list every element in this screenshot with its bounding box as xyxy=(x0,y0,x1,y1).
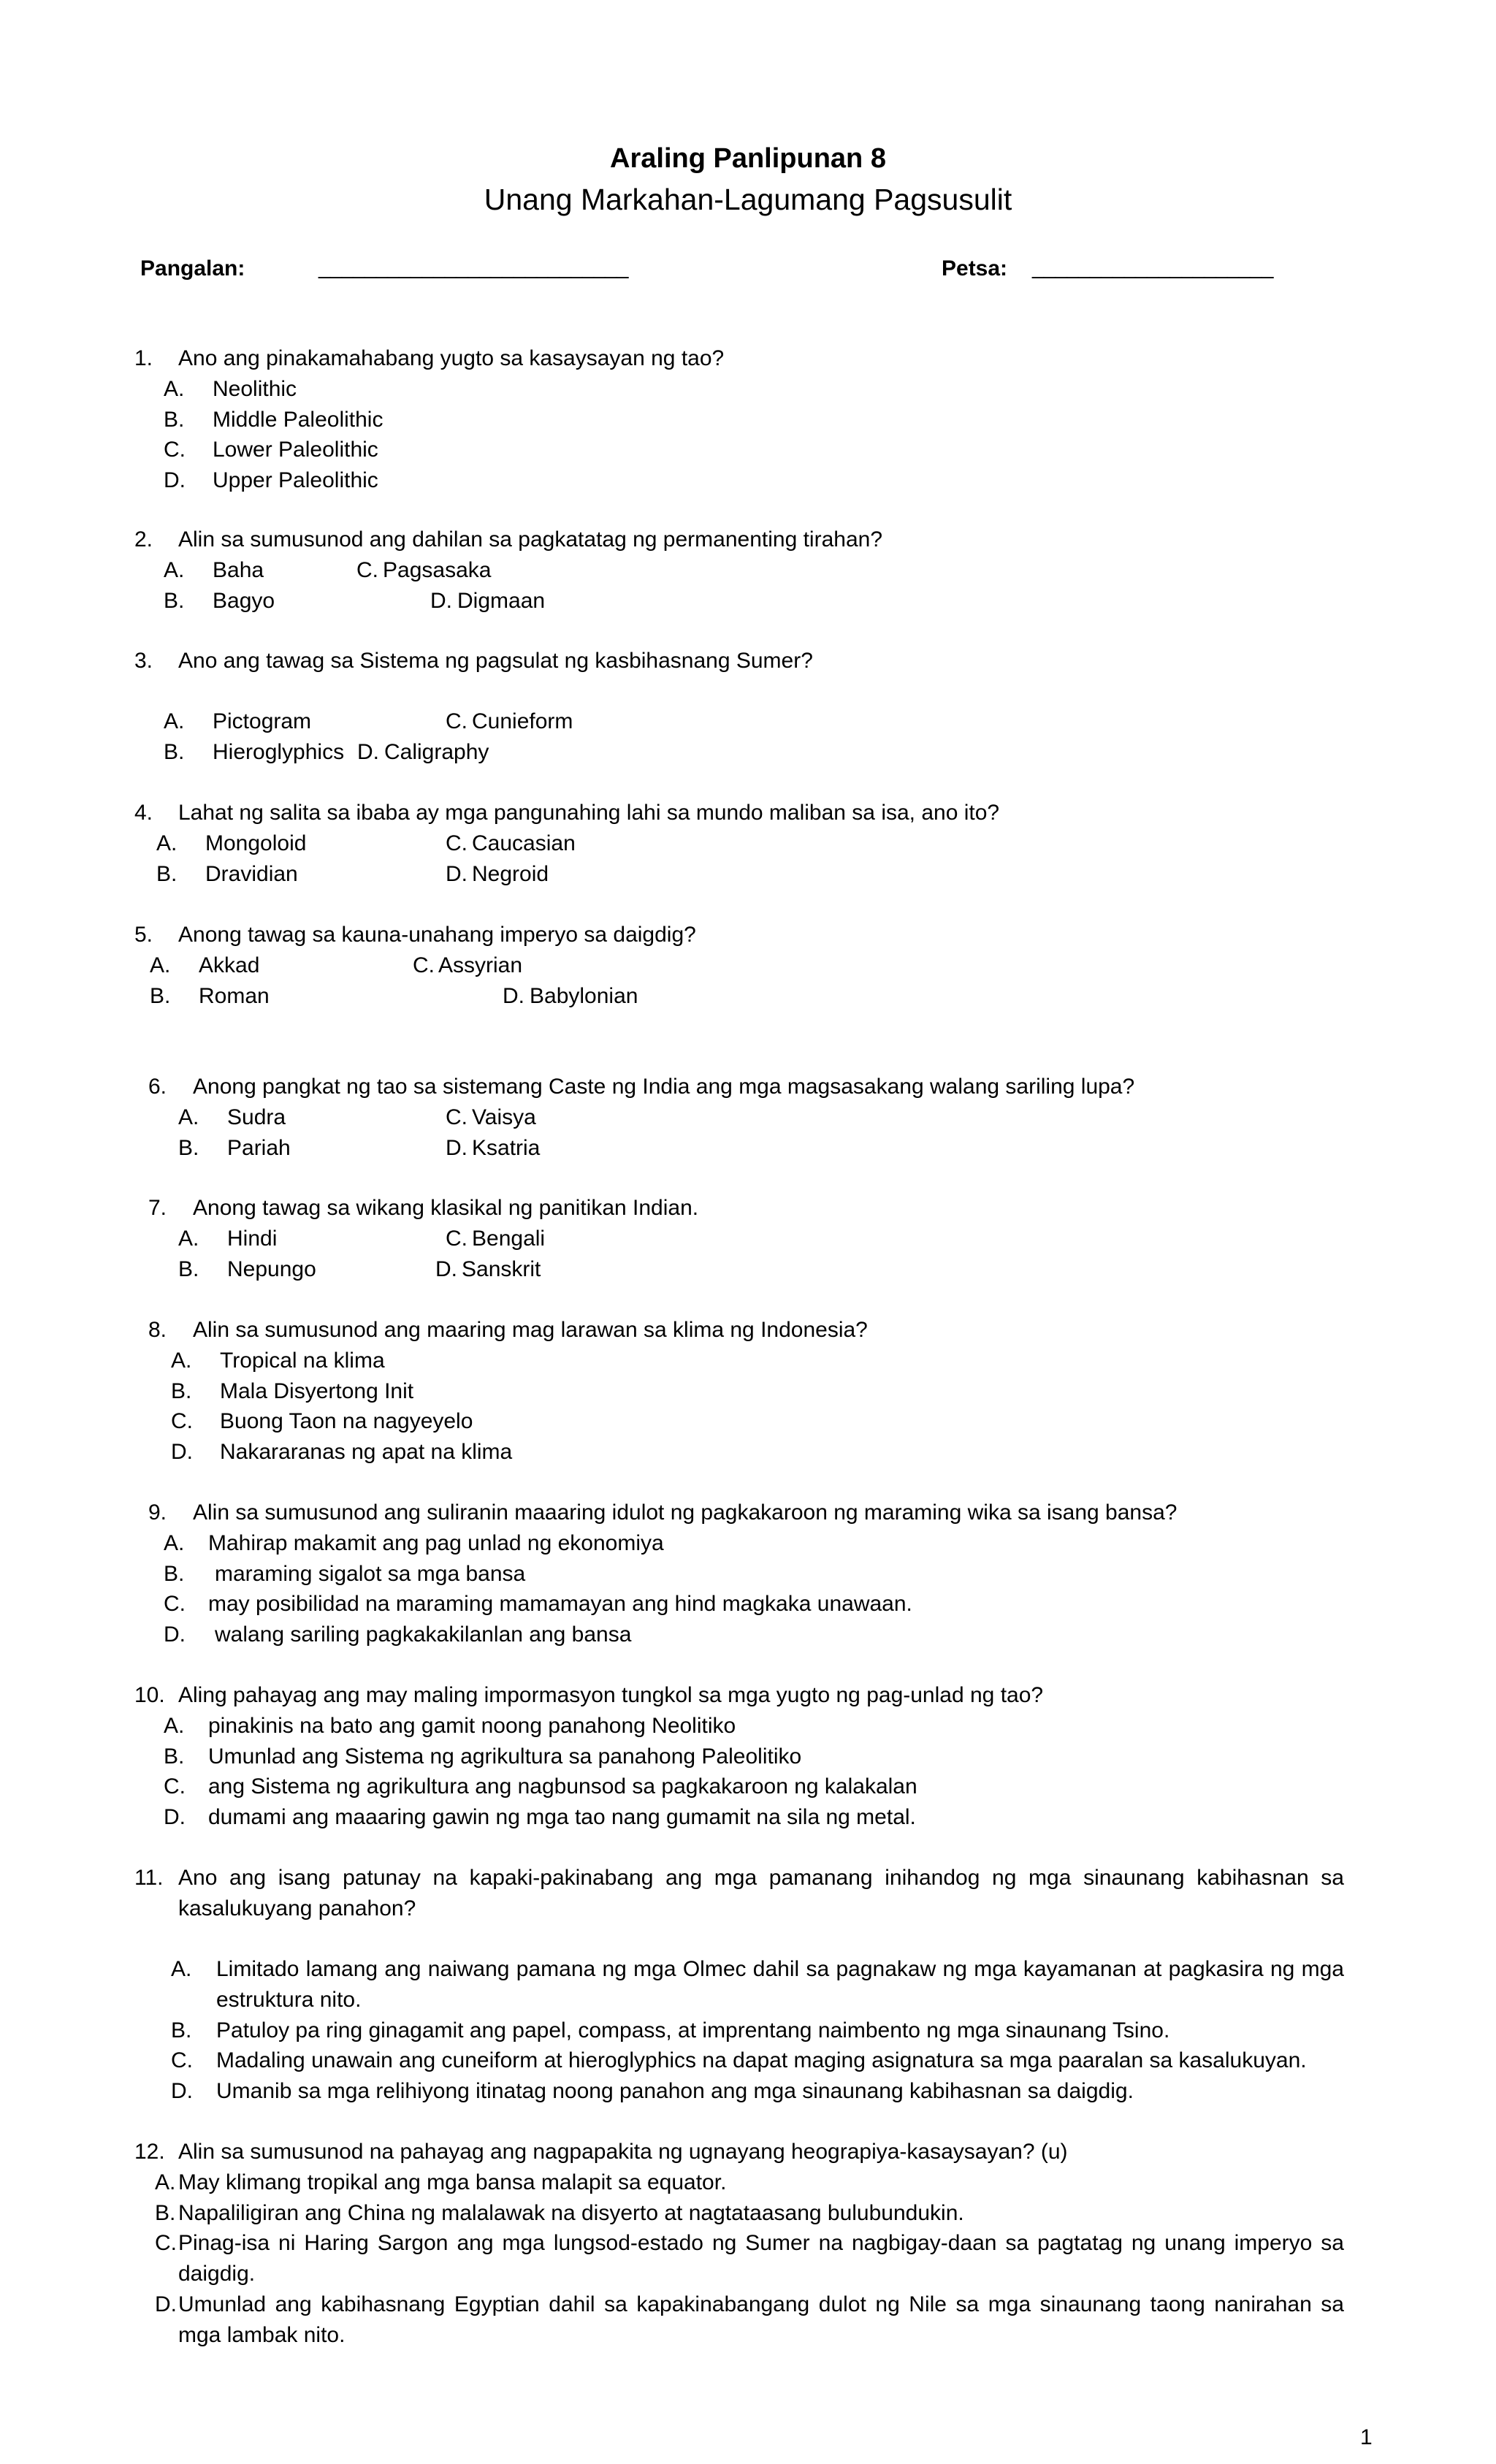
choice-text: Ksatria xyxy=(472,1136,541,1160)
name-field-line: ___________________________ xyxy=(318,255,628,279)
question-number: 9. xyxy=(148,1500,167,1525)
choice-text: dumami ang maaaring gawin ng mga tao nang gumamit na sila ng metal. xyxy=(208,1805,916,1829)
choice-letter: A. xyxy=(164,558,185,582)
choice-text: Assyrian xyxy=(438,953,523,977)
choice-letter: A. xyxy=(164,377,185,401)
choice-text: Caucasian xyxy=(472,831,576,855)
choice-letter: D. xyxy=(446,862,468,886)
choice-letter: C. xyxy=(446,1227,468,1251)
choice-letter: A. xyxy=(171,1957,192,1981)
choice-letter: B. xyxy=(155,2201,176,2225)
choice-letter: D. xyxy=(430,589,452,613)
page-title: Araling Panlipunan 8 xyxy=(610,143,886,174)
choice-text: Mala Disyertong Init xyxy=(220,1379,414,1403)
choice-text: Hieroglyphics xyxy=(213,740,345,764)
choice-letter: B. xyxy=(178,1257,199,1281)
question-text: Alin sa sumusunod ang suliranin maaaring idulot ng pagkakaroon ng maraming wika sa isang bansa? xyxy=(193,1500,1178,1525)
choice-text: Middle Paleolithic xyxy=(213,408,383,432)
choice-letter: C. xyxy=(446,709,468,733)
choice-text: Vaisya xyxy=(472,1105,536,1129)
choice-letter: B. xyxy=(150,984,171,1008)
choice-letter: C. xyxy=(413,953,435,977)
choice-text: Napaliligiran ang China ng malalawak na disyerto at nagtataasang bulubundukin. xyxy=(178,2201,964,2225)
choice-letter: C. xyxy=(446,1105,468,1129)
question-number: 3. xyxy=(134,649,153,673)
choice-letter: C. xyxy=(446,831,468,855)
choice-letter: A. xyxy=(164,1531,185,1555)
page-number: 1 xyxy=(1360,2425,1373,2449)
choice-letter: B. xyxy=(178,1136,199,1160)
choice-letter: B. xyxy=(164,740,185,764)
choice-text: Nakararanas ng apat na klima xyxy=(220,1440,513,1464)
choice-letter: D. xyxy=(446,1136,468,1160)
choice-text: Upper Paleolithic xyxy=(213,468,378,492)
question-text: Alin sa sumusunod ang dahilan sa pagkatatag ng permanenting tirahan? xyxy=(178,527,883,552)
choice-text: Buong Taon na nagyeyelo xyxy=(220,1409,473,1433)
date-label: Petsa: xyxy=(942,256,1008,281)
choice-text: May klimang tropikal ang mga bansa malapit sa equator. xyxy=(178,2170,727,2194)
choice-text: pinakinis na bato ang gamit noong panahong Neolitiko xyxy=(208,1714,736,1738)
choice-text: Pagsasaka xyxy=(383,558,492,582)
question-text: Aling pahayag ang may maling impormasyon tungkol sa mga yugto ng pag-unlad ng tao? xyxy=(178,1683,1044,1707)
choice-text: Lower Paleolithic xyxy=(213,438,378,462)
question-text: Ano ang pinakamahabang yugto sa kasaysayan ng tao? xyxy=(178,346,725,370)
choice-letter: C. xyxy=(155,2231,177,2255)
choice-text: Tropical na klima xyxy=(220,1349,385,1373)
choice-text: Negroid xyxy=(472,862,549,886)
choice-text: Pariah xyxy=(227,1136,291,1160)
choice-letter: C. xyxy=(164,1774,186,1799)
choice-text: ang Sistema ng agrikultura ang nagbunsod sa pagkakaroon ng kalakalan xyxy=(208,1774,917,1799)
choice-letter: A. xyxy=(171,1349,192,1373)
question-number: 4. xyxy=(134,801,153,825)
question-text: Anong pangkat ng tao sa sistemang Caste ng India ang mga magsasakang walang sariling lupa? xyxy=(193,1075,1135,1099)
choice-text: Baha xyxy=(213,558,264,582)
question-text: Anong tawag sa kauna-unahang imperyo sa daigdig? xyxy=(178,923,696,947)
choice-letter: C. xyxy=(164,1592,186,1616)
choice-text: Neolithic xyxy=(213,377,297,401)
choice-letter: D. xyxy=(164,1622,186,1647)
choice-letter: D. xyxy=(171,2079,193,2103)
question-number: 8. xyxy=(148,1318,167,1342)
choice-letter: B. xyxy=(171,1379,192,1403)
choice-text: Nepungo xyxy=(227,1257,316,1281)
choice-letter: A. xyxy=(178,1227,199,1251)
choice-letter: B. xyxy=(164,1744,185,1769)
question-text: Alin sa sumusunod na pahayag ang nagpapakita ng ugnayang heograpiya-kasaysayan? (u) xyxy=(178,2140,1068,2164)
choice-text: Pictogram xyxy=(213,709,312,733)
question-number: 1. xyxy=(134,346,153,370)
choice-text: Dravidian xyxy=(205,862,298,886)
choice-letter: B. xyxy=(164,1562,185,1586)
choice-text: Umunlad ang kabihasnang Egyptian dahil sa kapakinabangang dulot ng Nile sa mga sinaunang taong nanirahan sa mga lambak nito. xyxy=(178,2292,1344,2347)
choice-text: Hindi xyxy=(227,1227,278,1251)
choice-text: Sudra xyxy=(227,1105,286,1129)
choice-letter: B. xyxy=(164,589,185,613)
choice-letter: D. xyxy=(357,740,379,764)
choice-letter: C. xyxy=(164,438,186,462)
question-text: Anong tawag sa wikang klasikal ng panitikan Indian. xyxy=(193,1196,699,1220)
choice-text: Caligraphy xyxy=(384,740,489,764)
choice-text: Umanib sa mga relihiyong itinatag noong panahon ang mga sinaunang kabihasnan sa daigdig. xyxy=(216,2079,1134,2103)
choice-text: may posibilidad na maraming mamamayan ang hind magkaka unawaan. xyxy=(208,1592,912,1616)
choice-letter: C. xyxy=(171,2048,193,2072)
choice-letter: D. xyxy=(164,1805,186,1829)
choice-text: Patuloy pa ring ginagamit ang papel, compass, at imprentang naimbento ng mga sinaunang Tsino. xyxy=(216,2018,1170,2042)
choice-text: Akkad xyxy=(199,953,260,977)
question-text: Ano ang isang patunay na kapaki-pakinabang ang mga pamanang inihandog ng mga sinaunang kabihasnan sa kasalukuyang panahon? xyxy=(178,1866,1344,1921)
question-text: Ano ang tawag sa Sistema ng pagsulat ng kasbihasnang Sumer? xyxy=(178,649,813,673)
choice-letter: D. xyxy=(164,468,186,492)
choice-text: Bengali xyxy=(472,1227,546,1251)
choice-letter: C. xyxy=(356,558,378,582)
name-label: Pangalan: xyxy=(140,256,245,281)
question-number: 6. xyxy=(148,1075,167,1099)
choice-text: Babylonian xyxy=(530,984,638,1008)
choice-letter: A. xyxy=(178,1105,199,1129)
choice-letter: A. xyxy=(150,953,171,977)
choice-text: Limitado lamang ang naiwang pamana ng mga Olmec dahil sa pagnakaw ng mga kayamanan at pagkasira ng mga estruktura nito. xyxy=(216,1957,1344,2012)
choice-letter: B. xyxy=(164,408,185,432)
choice-text: Bagyo xyxy=(213,589,275,613)
question-number: 11. xyxy=(134,1866,164,1890)
question-number: 5. xyxy=(134,923,153,947)
choice-letter: C. xyxy=(171,1409,193,1433)
choice-text: maraming sigalot sa mga bansa xyxy=(215,1562,526,1586)
choice-letter: D. xyxy=(503,984,524,1008)
choice-letter: A. xyxy=(156,831,178,855)
choice-letter: B. xyxy=(156,862,178,886)
date-field-line: _____________________ xyxy=(1032,255,1273,279)
choice-text: Sanskrit xyxy=(462,1257,541,1281)
choice-text: Mongoloid xyxy=(205,831,307,855)
choice-letter: A. xyxy=(155,2170,176,2194)
choice-text: Pinag-isa ni Haring Sargon ang mga lungsod-estado ng Sumer na nagbigay-daan sa pagtatag ng unang imperyo sa daigdig. xyxy=(178,2231,1344,2286)
choice-text: walang sariling pagkakakilanlan ang bansa xyxy=(215,1622,632,1647)
choice-text: Digmaan xyxy=(457,589,546,613)
question-text: Lahat ng salita sa ibaba ay mga pangunahing lahi sa mundo maliban sa isa, ano ito? xyxy=(178,801,1000,825)
question-text: Alin sa sumusunod ang maaring mag larawan sa klima ng Indonesia? xyxy=(193,1318,868,1342)
question-number: 10. xyxy=(134,1683,165,1707)
choice-text: Madaling unawain ang cuneiform at hieroglyphics na dapat maging asignatura sa mga paaralan sa kasalukuyan. xyxy=(216,2048,1307,2072)
question-number: 12. xyxy=(134,2140,165,2164)
choice-letter: D. xyxy=(171,1440,193,1464)
choice-letter: A. xyxy=(164,1714,185,1738)
question-number: 7. xyxy=(148,1196,167,1220)
choice-text: Cunieform xyxy=(472,709,573,733)
choice-letter: D. xyxy=(155,2292,177,2316)
page-subtitle: Unang Markahan-Lagumang Pagsusulit xyxy=(484,183,1012,216)
choice-text: Umunlad ang Sistema ng agrikultura sa panahong Paleolitiko xyxy=(208,1744,802,1769)
choice-letter: A. xyxy=(164,709,185,733)
question-number: 2. xyxy=(134,527,153,552)
choice-text: Mahirap makamit ang pag unlad ng ekonomiya xyxy=(208,1531,664,1555)
choice-text: Roman xyxy=(199,984,270,1008)
choice-letter: D. xyxy=(435,1257,457,1281)
choice-letter: B. xyxy=(171,2018,192,2042)
